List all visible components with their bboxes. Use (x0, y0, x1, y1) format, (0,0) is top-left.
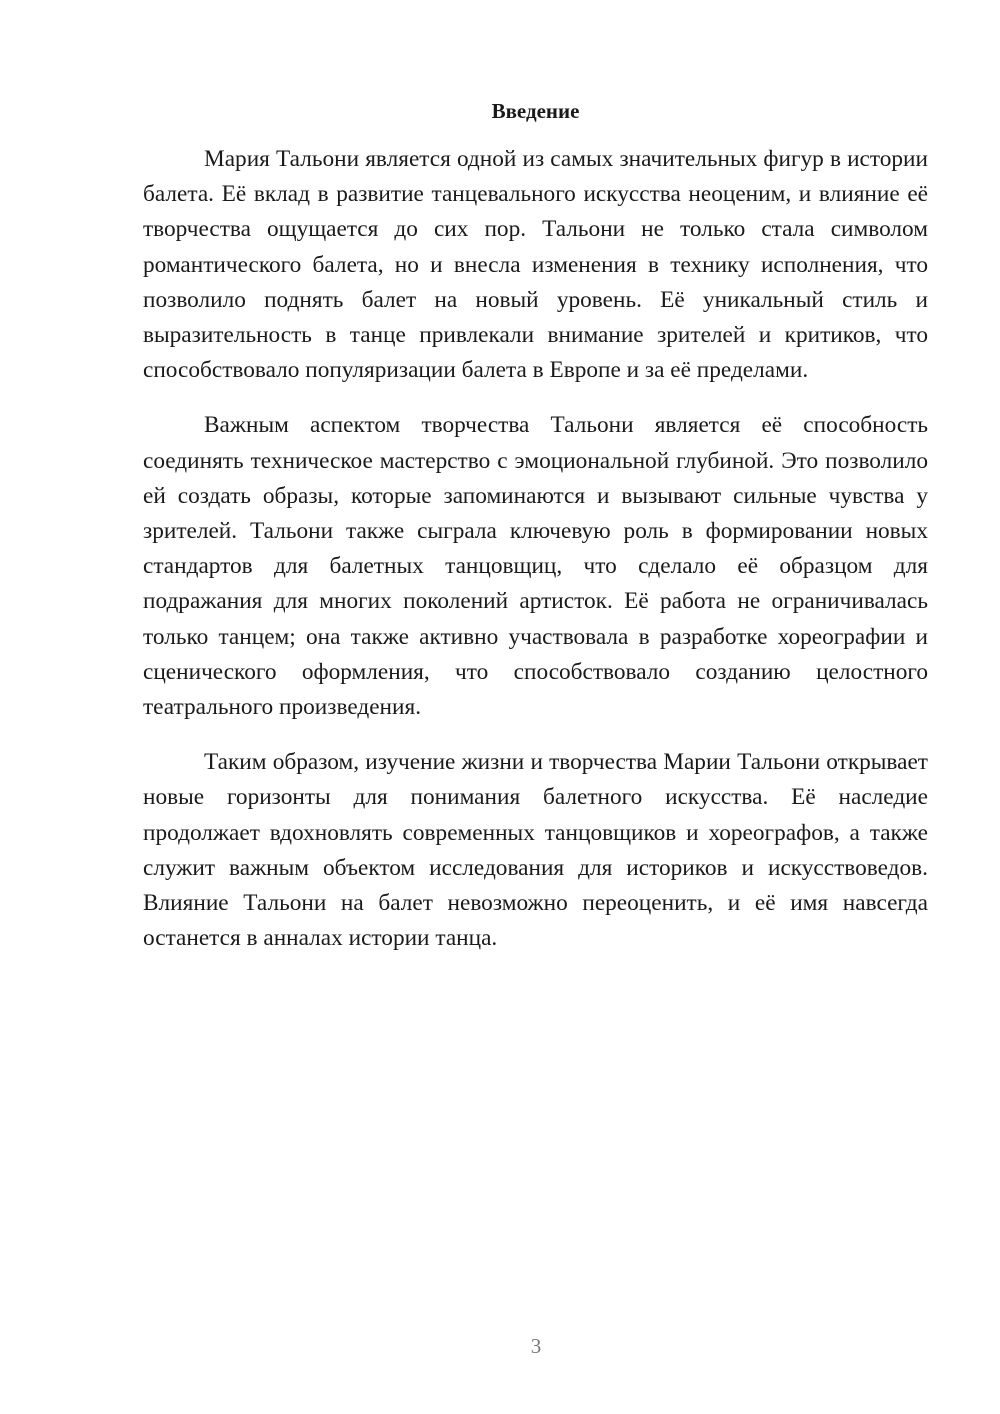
section-heading: Введение (491, 99, 580, 123)
body-text (143, 142, 928, 976)
paragraph-3: Таким образом, изучение жизни и творчества Марии Тальони открывает новые горизонты для понимания балетного искусства. Её наследие продолжает вдохновлять современных танцовщиков и хореографов, а также служит важным объектом исследования для историков и искусствоведов. Влияние Тальони на балет невозможно переоценить, и её имя навсегда останется в анналах истории танца. (143, 749, 928, 952)
paragraph-2: Важным аспектом творчества Тальони является её способность соединять техническое мастерство с эмоциональной глубиной. Это позволило ей создать образы, которые запоминаются и вызывают сильные чувства у зрителей. Тальони также сыграла ключевую роль в формировании новых стандартов для балетных танцовщиц, что сделало её образцом для подражания для многих поколений артисток. Её работа не ограничивалась только танцем; она также активно участвовала в разработке хореографии и сценического оформления, что способствовало созданию целостного театрального произведения. (143, 412, 928, 721)
page-number: 3 (530, 1334, 542, 1358)
paragraph-1: Мария Тальони является одной из самых значительных фигур в истории балета. Её вклад в развитие танцевального искусства неоценим, и влияние её творчества ощущается до сих пор. Тальони не только стала символом романтического балета, но и внесла изменения в технику исполнения, что позволило поднять балет на новый уровень. Её уникальный стиль и выразительность в танце привлекали внимание зрителей и критиков, что способствовало популяризации балета в Европе и за её пределами. (143, 146, 928, 384)
